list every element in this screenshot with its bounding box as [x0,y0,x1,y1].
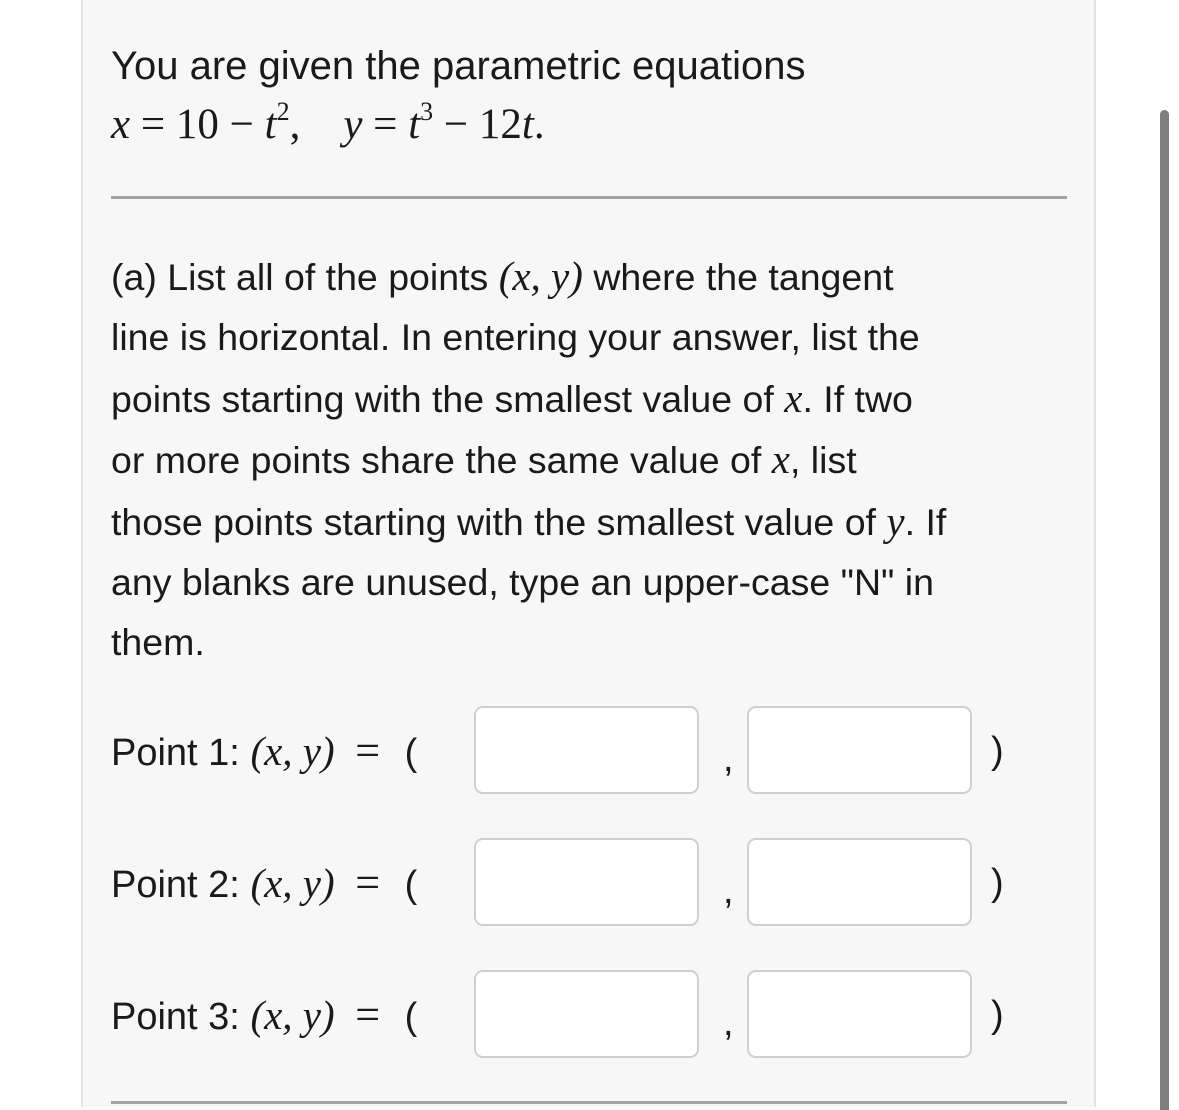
question-line: (a) List all of the points (x, y) where the tangent [111,253,894,299]
y-rhs-t: t [408,101,421,148]
math-xy-pair: (x, y) [250,992,335,1038]
x-variable: x [111,101,131,148]
comma: , [723,1002,734,1044]
point-2-y-input[interactable] [747,838,972,926]
math-xy-pair: (x, y) [250,860,335,906]
math-xy-pair: (x, y) [498,253,583,299]
y-variable: y [343,101,363,148]
point-2-x-input[interactable] [474,838,699,926]
divider-top [111,196,1067,199]
open-paren: ( [404,732,418,774]
point-1-row [111,706,1071,796]
comma: , [723,870,734,912]
y-exponent: 3 [420,97,434,126]
open-paren: ( [404,864,418,906]
math-xy-pair: (x, y) [250,728,335,774]
close-paren: ) [991,730,1004,772]
point-3-y-input[interactable] [747,970,972,1058]
point-2-row [111,838,1071,928]
equals-sign: = [355,858,381,907]
point-1-x-input[interactable] [474,706,699,794]
math-x: x [784,374,803,421]
open-paren: ( [404,996,418,1038]
comma: , [723,738,734,780]
question-line: those points starting with the smallest value of y. If [111,497,947,544]
question-line: or more points share the same value of x, list [111,436,857,483]
point-3-label: Point 3: (x, y) = ( [111,990,418,1039]
close-paren: ) [991,994,1004,1036]
y-rhs-term: − 12 [433,101,522,148]
part-a-question [111,246,1081,673]
point-3-row [111,970,1071,1060]
divider-bottom [111,1101,1067,1104]
equation-separator: , [289,101,301,148]
x-exponent: 2 [276,97,290,126]
equation-end: . [533,101,545,148]
point-1-y-input[interactable] [747,706,972,794]
x-rhs-constant: 10 − [175,101,265,148]
question-line: points starting with the smallest value of x. If two [111,374,913,421]
question-line: them. [111,621,205,664]
question-line: line is horizontal. In entering your answer, list the [111,316,920,359]
parametric-equations: $x = 10 - t^2$, $y = t^3 - 12t$. [111,97,545,148]
scrollbar[interactable] [1160,110,1169,1110]
equals-sign: = [355,990,381,1039]
math-x: x [771,436,790,483]
point-2-label: Point 2: (x, y) = ( [111,858,418,907]
equals-sign: = [355,726,381,775]
x-rhs-t: t [264,101,277,148]
point-1-label: Point 1: (x, y) = ( [111,726,418,775]
y-rhs-t2: t [521,101,534,148]
math-y: y [886,497,905,544]
intro-text: You are given the parametric equations [111,44,806,88]
point-3-x-input[interactable] [474,970,699,1058]
question-line: any blanks are unused, type an upper-case "N" in [111,561,934,604]
close-paren: ) [991,862,1004,904]
